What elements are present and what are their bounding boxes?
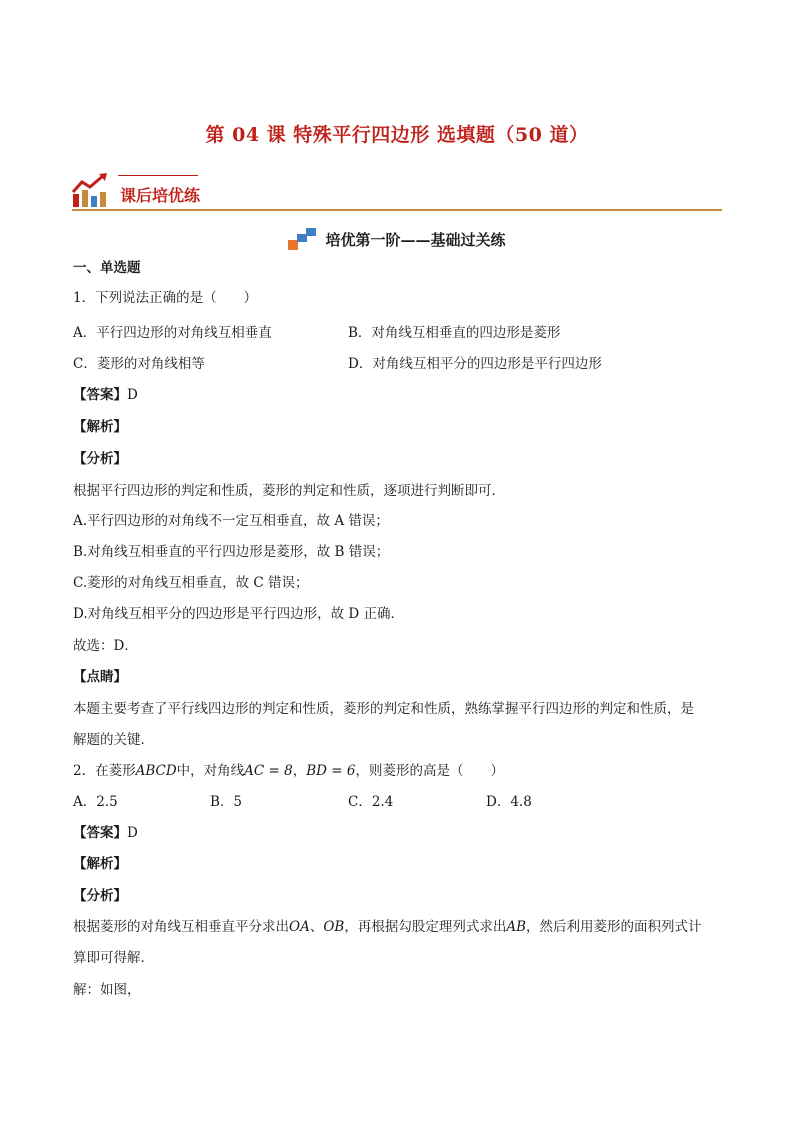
- q1-dianjing-label: 【点睛】: [73, 669, 127, 685]
- q2-stem-text-2: 中，对角线: [176, 763, 245, 779]
- q2-option-b: B．5: [210, 794, 243, 810]
- q2-fenxi-text-4: ，然后利用菱形的面积列式计: [526, 919, 702, 935]
- q2-stem-math-abcd: ABCD: [135, 763, 177, 779]
- q1-step-c: C.菱形的对角线互相垂直，故 C 错误；: [73, 575, 309, 591]
- q1-conclusion: 故选：D．: [73, 638, 138, 654]
- q2-stem-text-4: ，则菱形的高是（ ）: [355, 763, 504, 779]
- section-top-line: [118, 175, 198, 176]
- part-heading: 一、单选题: [73, 260, 141, 276]
- q2-option-a: A．2.5: [73, 794, 118, 810]
- q1-step-d: D.对角线互相平分的四边形是平行四边形，故 D 正确．: [73, 606, 405, 622]
- q2-option-d: D．4.8: [486, 794, 532, 810]
- q1-answer: [73, 385, 138, 405]
- section-divider: [72, 209, 722, 211]
- q2-fenxi-text-1: 根据菱形的对角线互相垂直平分求出: [73, 919, 289, 935]
- q1-step-b: B.对角线互相垂直的平行四边形是菱形，故 B 错误；: [73, 544, 390, 560]
- page-title: 第 04 课 特殊平行四边形 选填题（50 道）: [205, 124, 589, 146]
- q2-stem-math-bd: BD = 6: [306, 763, 356, 779]
- q1-option-a: A．平行四边形的对角线互相垂直: [73, 325, 272, 341]
- q2-fenxi-line-1: [73, 917, 702, 937]
- q1-answer-value: D: [127, 387, 138, 403]
- q1-dianjing-line-1: 本题主要考查了平行线四边形的判定和性质，菱形的判定和性质，熟练掌握平行四边形的判定和性质，是: [73, 701, 694, 717]
- q2-answer-value: D: [127, 825, 138, 841]
- q1-answer-label: 【答案】: [73, 387, 127, 403]
- q1-fenxi-text: 根据平行四边形的判定和性质，菱形的判定和性质，逐项进行判断即可．: [73, 483, 505, 499]
- q2-fenxi-text-2: 、: [309, 919, 324, 935]
- q2-stem: [73, 761, 504, 781]
- q2-stem-math-ac: AC = 8: [244, 763, 293, 779]
- q2-stem-text-1: 2．在菱形: [73, 763, 136, 779]
- q1-step-a: A.平行四边形的对角线不一定互相垂直，故 A 错误；: [73, 513, 389, 529]
- q1-option-d: D．对角线互相平分的四边形是平行四边形: [348, 356, 602, 372]
- q1-dianjing-line-2: 解题的关键．: [73, 732, 154, 748]
- q2-option-c: C．2.4: [348, 794, 394, 810]
- steps-icon: [288, 228, 316, 250]
- q2-fenxi-text-3: ，再根据勾股定理列式求出: [344, 919, 507, 935]
- q2-fenxi-line-2: 算即可得解．: [73, 950, 154, 966]
- subsection-title: 培优第一阶——基础过关练: [325, 230, 506, 249]
- chart-growth-icon: [72, 172, 108, 208]
- q2-solution-start: 解：如图，: [73, 982, 141, 998]
- q2-analysis-label: 【解析】: [73, 856, 127, 872]
- subsection-heading: [0, 228, 794, 250]
- q2-fenxi-math-ob: OB: [323, 919, 345, 935]
- q1-stem: 1．下列说法正确的是（ ）: [73, 290, 258, 306]
- q1-option-b: B．对角线互相垂直的四边形是菱形: [348, 325, 561, 341]
- q2-fenxi-math-ab: AB: [506, 919, 526, 935]
- q2-stem-text-3: ，: [292, 763, 307, 779]
- q2-answer: [73, 823, 138, 843]
- q2-fenxi-label: 【分析】: [73, 888, 127, 904]
- q1-option-c: C．菱形的对角线相等: [73, 356, 205, 372]
- section-title: 课后培优练: [120, 186, 201, 205]
- q2-answer-label: 【答案】: [73, 825, 127, 841]
- q2-fenxi-math-oa: OA: [289, 919, 310, 935]
- q1-fenxi-label: 【分析】: [73, 451, 127, 467]
- q1-analysis-label: 【解析】: [73, 419, 127, 435]
